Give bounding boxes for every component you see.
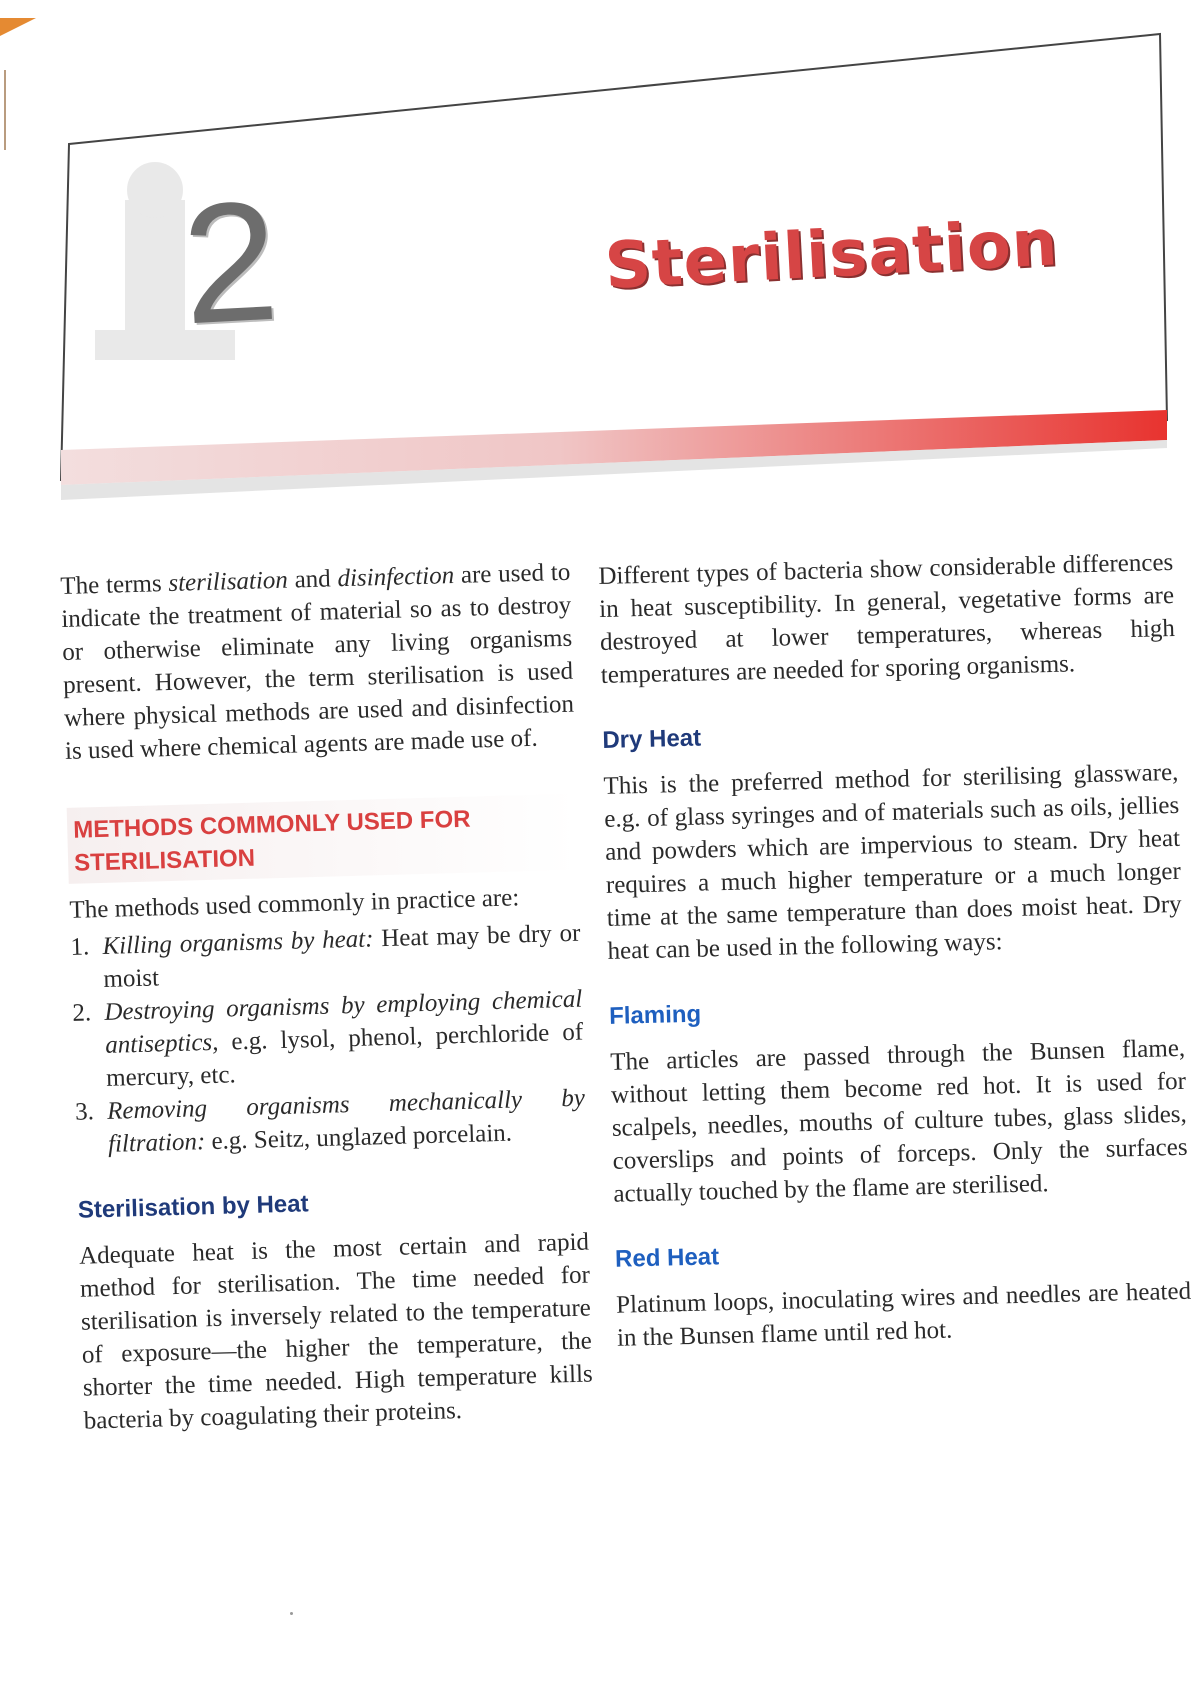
- chapter-number: 2: [178, 165, 283, 361]
- methods-intro: The methods used commonly in practice are:: [69, 884, 520, 924]
- flaming-heading: Flaming: [608, 1000, 702, 1030]
- left-column: [60, 556, 594, 1438]
- term-sterilisation: sterilisation: [168, 566, 289, 597]
- heat-paragraph: Adequate heat is the most certain and rapid method for sterilisation. The time needed for sterilisation is inversely related to the temperature of exposure—the higher the temperature, the shorter the time needed. High temperature kills bacteria by coagulating their proteins.: [78, 1228, 594, 1435]
- dry-heat-paragraph: This is the preferred method for sterilising glassware, e.g. of glass syringes and of materials such as oils, jellies and powders which are impervious to steam. Dry heat requires a much higher temperature or a much longer time at the same temperature than does moist heat. Dry heat can be used in the following ways:: [603, 758, 1182, 965]
- method-number: 3.: [74, 1098, 95, 1126]
- right-column: [598, 546, 1192, 1355]
- methods-heading: [67, 794, 579, 884]
- methods-heading-line: STERILISATION: [73, 844, 256, 877]
- method-number: 1.: [70, 933, 90, 961]
- method-detail: e.g. Seitz, unglazed porcelain.: [204, 1119, 513, 1156]
- susceptibility-paragraph: Different types of bacteria show considerable differences in heat susceptibility. In general, vegetative forms are destroyed at lower temperatures, whereas high temperatures are needed for sporing organisms.: [598, 548, 1176, 689]
- flaming-paragraph: The articles are passed through the Bunsen flame, without letting them become red hot. It is used for scalpels, needles, mouths of culture tubes, glass slides, coverslips and points of forceps. Only the surfaces actually touched by the flame are sterilised.: [609, 1034, 1188, 1208]
- methods-list: [70, 917, 586, 1162]
- method-number: 2.: [72, 999, 92, 1027]
- intro-text: The terms: [60, 569, 169, 600]
- methods-heading-line: METHODS COMMONLY USED FOR: [72, 805, 471, 844]
- red-heat-paragraph: Platinum loops, inoculating wires and needles are heated in the Bunsen flame until red hot.: [615, 1277, 1192, 1352]
- method-title: Killing organisms by heat:: [102, 925, 374, 960]
- method-text: [107, 1082, 587, 1161]
- method-title: Removing organisms mechanically by filtration:: [106, 1084, 586, 1158]
- chapter-header: [55, 30, 1175, 510]
- method-item: [75, 1082, 587, 1162]
- red-heat-heading: Red Heat: [614, 1243, 720, 1273]
- method-text: [104, 983, 585, 1095]
- intro-text: and: [287, 565, 338, 594]
- chapter-title: Sterilisation: [603, 206, 1061, 304]
- page-speck: [290, 1612, 293, 1615]
- page-corner-mark: [0, 18, 36, 36]
- page-edge-mark: [4, 70, 14, 150]
- intro-text: are used to indicate the treatment of material so as to destroy or otherwise eliminate any living organisms present. However, the term sterilisation is used where physical methods are used and disinfection is used where chemical agents are made use of.: [61, 558, 575, 765]
- method-item: [72, 983, 585, 1096]
- intro-paragraph: [60, 556, 575, 768]
- term-disinfection: disinfection: [337, 562, 455, 593]
- method-detail: e.g. lysol, phenol, perchloride of mercury, etc.: [105, 1018, 584, 1092]
- method-detail: Heat may be dry or moist: [103, 919, 581, 993]
- dry-heat-heading: Dry Heat: [602, 724, 702, 754]
- method-title: Destroying organisms by employing chemical antiseptics,: [103, 985, 583, 1059]
- heat-heading: Sterilisation by Heat: [77, 1190, 309, 1224]
